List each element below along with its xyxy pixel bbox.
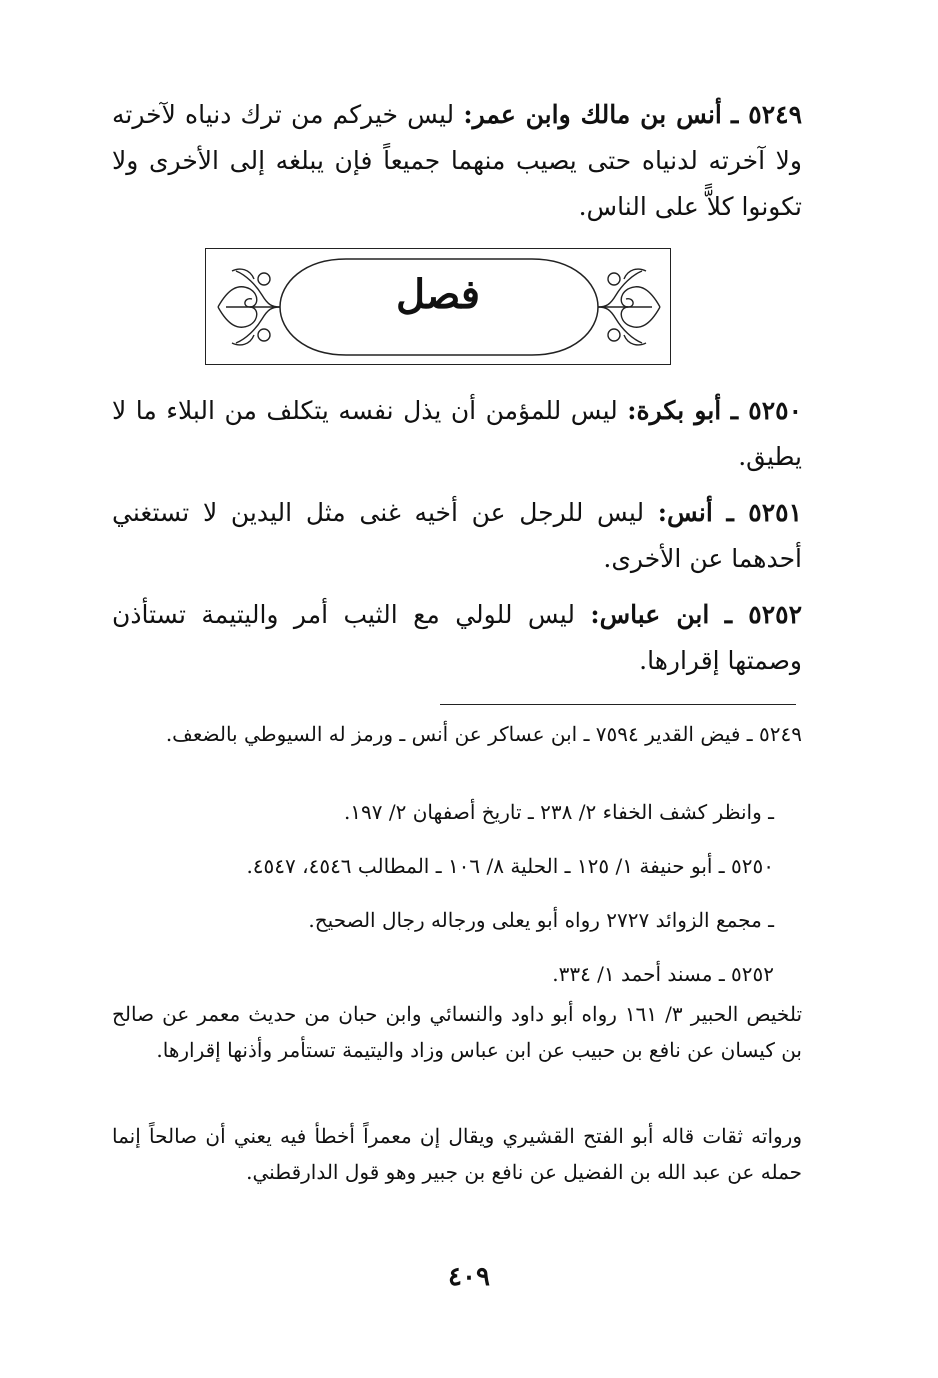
entry-text: ليس للولي مع الثيب أمر واليتيمة تستأذن وصمتها إقرارها. <box>112 600 802 675</box>
entry-number: ٥٢٤٩ ـ <box>731 100 803 129</box>
footnote-5249-more: ـ وانظر كشف الخفاء ٢/ ٢٣٨ ـ تاريخ أصفهان ٢/ ١٩٧. <box>343 800 774 824</box>
section-title: فصل <box>395 271 481 318</box>
entry-text: ليس للرجل عن أخيه غنى مثل اليدين لا تستغني أحدهما عن الأخرى. <box>112 498 802 573</box>
footnote-5250: ٥٢٥٠ ـ أبو حنيفة ١/ ١٢٥ ـ الحلية ٨/ ١٠٦ ـ المطالب ٤٥٤٦، ٤٥٤٧. <box>246 854 774 878</box>
entry-text: ليس للمؤمن أن يذل نفسه يتكلف من البلاء ما لا يطيق. <box>112 396 802 471</box>
entry-number: ٥٢٥٢ ـ <box>724 600 803 629</box>
entry-number: ٥٢٥٠ ـ <box>730 396 802 425</box>
entry-text: ليس خيركم من ترك دنياه لآخرته ولا آخرته لدنياه حتى يصيب منهما جميعاً فإن يبلغه إلى الأخرى ولا تكونوا كلاًّ على الناس. <box>112 100 802 221</box>
footnote-5252-narrators: ورواته ثقات قاله أبو الفتح القشيري ويقال إن معمراً أخطأ فيه يعني أن صالحاً إنما حمله عن عبد الله بن الفضيل عن نافع بن جبير وهو قول الدارقطني. <box>112 1124 802 1184</box>
entry-narrator: أبو بكرة: <box>627 396 722 425</box>
entry-narrator: أنس بن مالك وابن عمر: <box>463 100 722 129</box>
hadith-entry-5252 <box>112 592 802 684</box>
hadith-entry-5249 <box>112 92 802 230</box>
footnote-5249: ٥٢٤٩ ـ فيض القدير ٧٥٩٤ ـ ابن عساكر عن أنس ـ ورمز له السيوطي بالضعف. <box>165 722 802 746</box>
entry-narrator: ابن عباس: <box>590 600 710 629</box>
entry-narrator: أنس: <box>657 498 713 527</box>
entry-number: ٥٢٥١ ـ <box>726 498 802 527</box>
footnote-divider <box>440 704 796 705</box>
footnote-5252: ٥٢٥٢ ـ مسند أحمد ١/ ٣٣٤. <box>552 962 774 986</box>
page-number: ٤٠٩ <box>448 1262 490 1292</box>
footnote-5252-takhlis: تلخيص الحبير ٣/ ١٦١ رواه أبو داود والنسائي وابن حبان من حديث معمر عن صالح بن كيسان عن نافع بن حبيب عن ابن عباس وزاد واليتيمة تستأمر وأذنها إقرارها. <box>112 1002 803 1062</box>
footnote-5250-more: ـ مجمع الزوائد ٢٧٢٧ رواه أبو يعلى ورجاله رجال الصحيح. <box>308 908 774 932</box>
section-heading-frame <box>205 248 671 365</box>
hadith-entry-5251 <box>112 490 802 582</box>
hadith-entry-5250 <box>112 388 802 480</box>
